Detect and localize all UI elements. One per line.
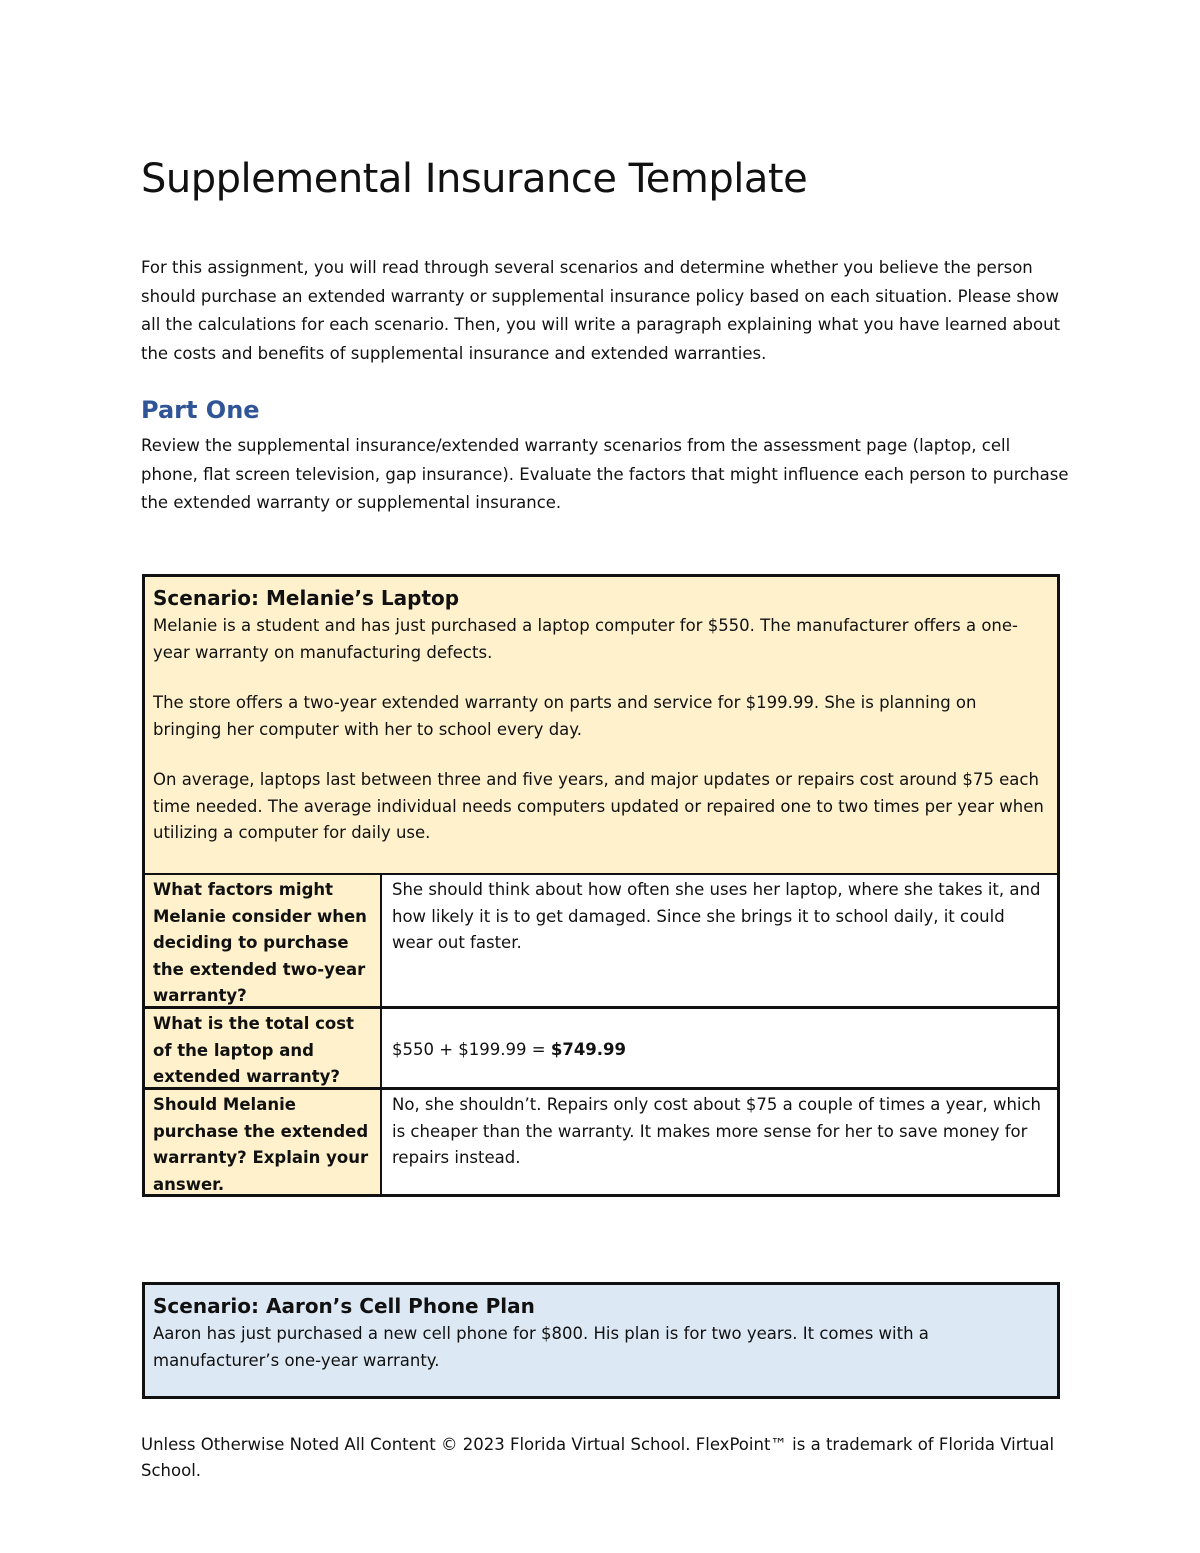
table-row <box>145 875 1057 1009</box>
total-cost-value: $749.99 <box>550 1040 627 1059</box>
question-cell: Should Melanie purchase the extended warranty? Explain your answer. <box>145 1090 382 1194</box>
question-cell: What factors might Melanie consider when deciding to purchase the extended two-year warranty? <box>145 875 382 1006</box>
answer-cell[interactable] <box>384 1009 1057 1087</box>
laptop-scenario-paragraph: On average, laptops last between three and five years, and major updates or repairs cost around $75 each time needed. The average individual needs computers updated or repaired one to two times per year when utilizing a computer for daily use. <box>153 770 1044 842</box>
laptop-scenario-table <box>142 574 1060 1197</box>
part-one-heading: Part One <box>141 396 260 424</box>
cost-equation: $550 + $199.99 = <box>392 1040 551 1059</box>
intro-paragraph: For this assignment, you will read through several scenarios and determine whether you believe the person should purchase an extended warranty or supplemental insurance policy based on each situation. Please show all the calculations for each scenario. Then, you will write a paragraph explaining what you have learned about the costs and benefits of supplemental insurance and extended warranties. <box>141 258 1061 363</box>
part-one-text: Review the supplemental insurance/extended warranty scenarios from the assessment page (laptop, cell phone, flat screen television, gap insurance). Evaluate the factors that might influence each person to purchase the extended warranty or supplemental insurance. <box>141 436 1069 512</box>
answer-cell[interactable]: She should think about how often she uses her laptop, where she takes it, and how likely it is to get damaged. Since she brings it to school daily, it could wear out faster. <box>392 880 1041 952</box>
phone-scenario-title: Scenario: Aaron’s Cell Phone Plan <box>153 1294 535 1318</box>
table-row <box>145 1090 1057 1194</box>
table-row <box>145 1009 1057 1090</box>
total-cost-answer <box>392 1037 626 1064</box>
laptop-scenario-paragraph: Melanie is a student and has just purchased a laptop computer for $550. The manufacturer offers a one-year warranty on manufacturing defects. <box>153 616 1018 662</box>
question-cell: What is the total cost of the laptop and extended warranty? <box>145 1009 382 1087</box>
page-title: Supplemental Insurance Template <box>141 156 808 202</box>
answer-cell[interactable]: No, she shouldn’t. Repairs only cost about $75 a couple of times a year, which is cheaper than the warranty. It makes more sense for her to save money for repairs instead. <box>392 1095 1042 1167</box>
copyright-footer: Unless Otherwise Noted All Content © 2023 Florida Virtual School. FlexPoint™ is a trademark of Florida Virtual School. <box>141 1435 1055 1480</box>
phone-scenario-box <box>142 1282 1060 1399</box>
phone-scenario-text: Aaron has just purchased a new cell phone for $800. His plan is for two years. It comes with a manufacturer’s one-year warranty. <box>153 1324 929 1370</box>
laptop-scenario-header <box>145 577 1057 875</box>
laptop-scenario-title: Scenario: Melanie’s Laptop <box>153 586 460 610</box>
laptop-scenario-paragraph: The store offers a two-year extended warranty on parts and service for $199.99. She is planning on bringing her computer with her to school every day. <box>153 693 977 739</box>
